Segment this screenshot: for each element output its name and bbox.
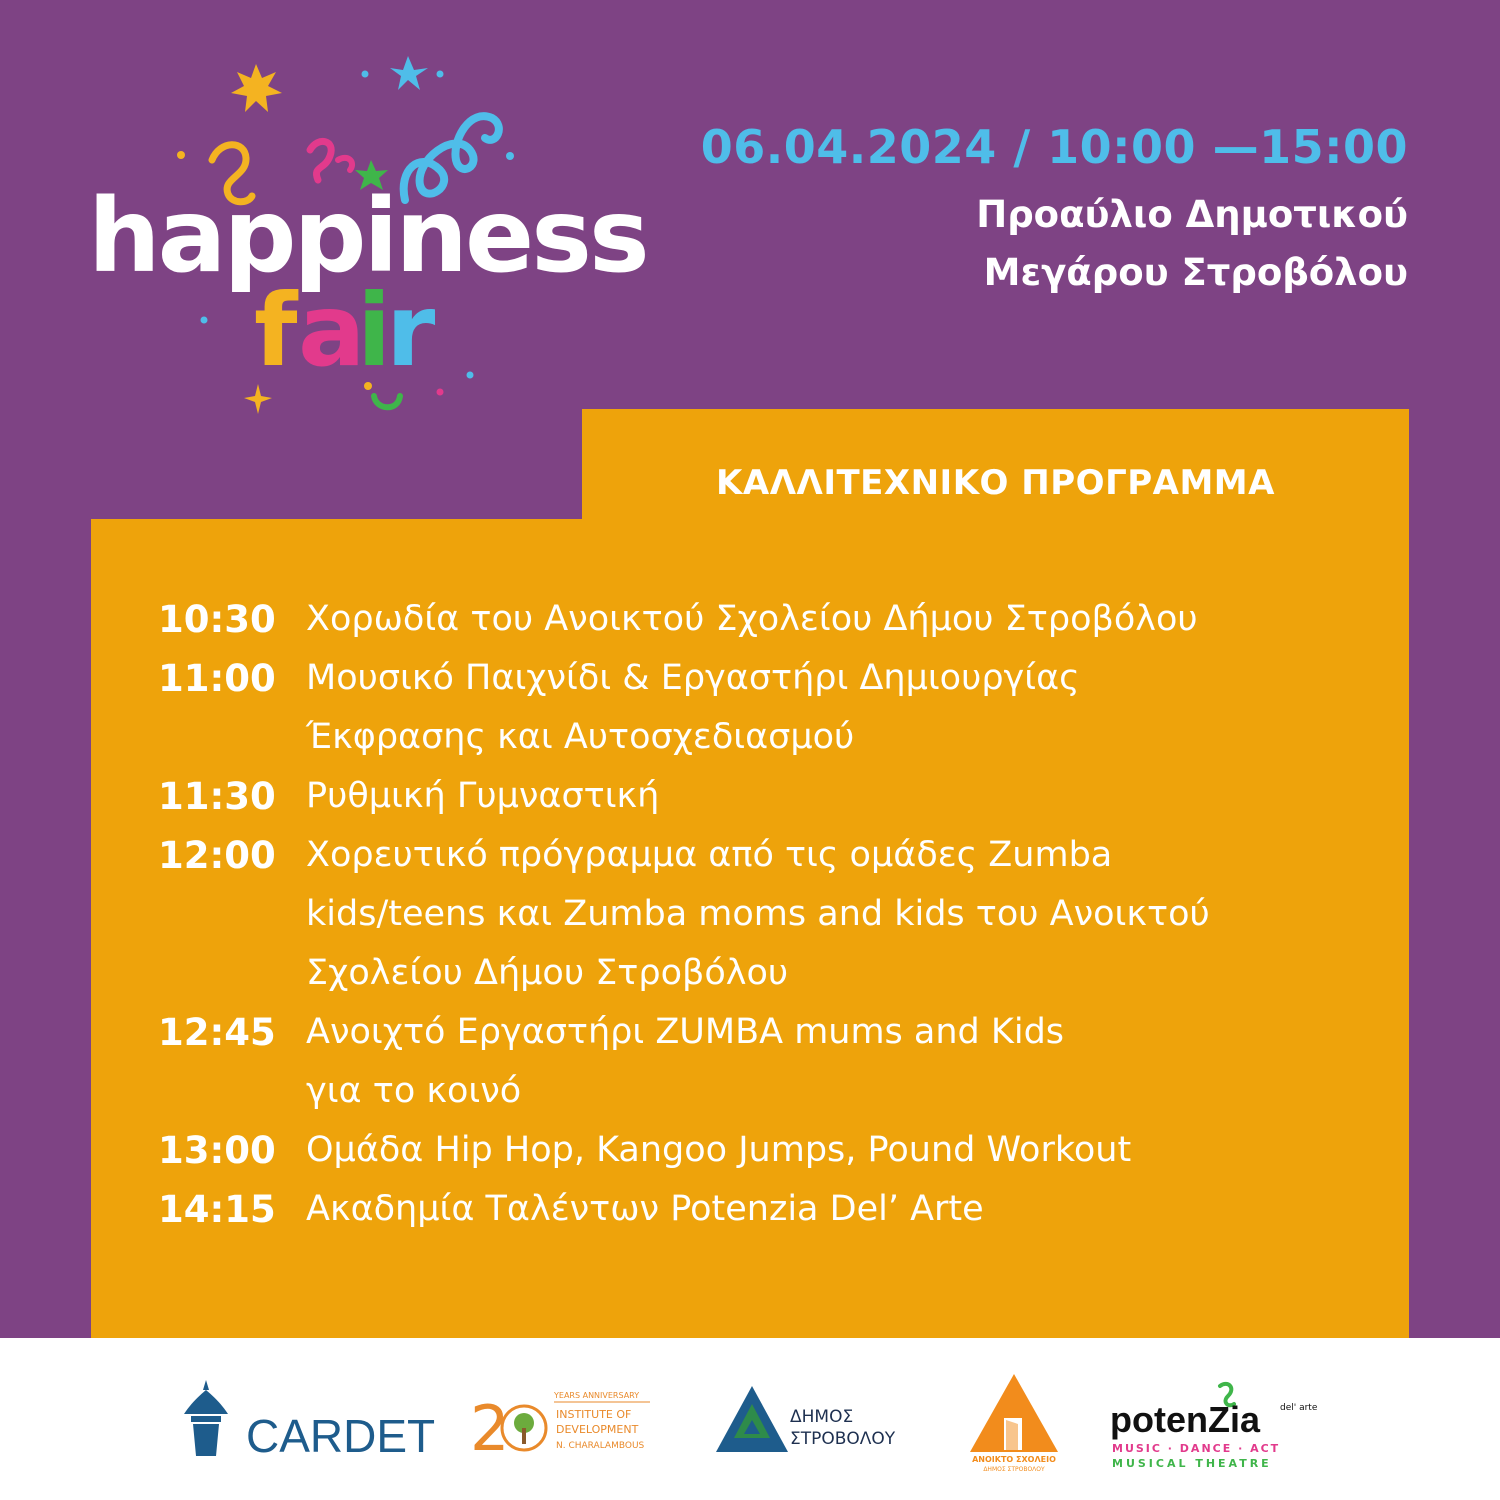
schedule-time: 10:30 [158, 598, 276, 641]
schedule-line: Χορευτικό πρόγραμμα από τις ομάδες Zumba [306, 835, 1113, 875]
dimos-line-1: ΔΗΜΟΣ [790, 1407, 854, 1427]
schedule-line: Ακαδημία Ταλέντων Potenzia Del’ Arte [306, 1189, 984, 1229]
dimos-line-2: ΣΤΡΟΒΟΛΟΥ [790, 1429, 896, 1449]
schedule-time: 12:00 [158, 834, 276, 877]
schedule-line: Ρυθμική Γυμναστική [306, 776, 660, 816]
potenzia-tagline-2: MUSICAL THEATRE [1112, 1457, 1272, 1470]
schedule-row [158, 826, 1398, 1003]
institute-of-development-logo [470, 1388, 655, 1465]
schedule-row [158, 1180, 1398, 1239]
anoikto-line-1: ΑΝΟΙΚΤΟ ΣΧΟΛΕΙΟ [972, 1455, 1056, 1464]
logo-word-fair [254, 272, 436, 389]
schedule-time: 11:30 [158, 775, 276, 818]
anoikto-scholeio-logo [968, 1374, 1060, 1472]
svg-text:2: 2 [470, 1392, 510, 1465]
schedule-line: kids/teens και Zumba moms and kids του Ανοικτού [306, 894, 1210, 934]
schedule-description [306, 590, 1398, 649]
institute-years: YEARS ANNIVERSARY [554, 1391, 640, 1400]
schedule-row [158, 1121, 1398, 1180]
schedule-row [158, 649, 1398, 767]
triangle-emblem-icon [716, 1386, 788, 1452]
institute-line-2: DEVELOPMENT [556, 1423, 639, 1436]
anniversary-20-icon [470, 1392, 546, 1465]
schedule-description [306, 826, 1398, 1003]
institute-line-3: N. CHARALAMBOUS [556, 1441, 645, 1451]
schedule-line: για το κοινό [306, 1071, 522, 1111]
schedule-line: Χορωδία του Ανοικτού Σχολείου Δήμου Στροβόλου [306, 599, 1198, 639]
schedule-description [306, 649, 1398, 767]
dimos-strovolou-logo [716, 1386, 911, 1458]
anoikto-line-2: ΔΗΜΟΣ ΣΤΡΟΒΟΛΟΥ [983, 1466, 1045, 1473]
schedule-row [158, 1003, 1398, 1121]
logo-letter-f: f [254, 272, 298, 389]
institute-line-1: INSTITUTE OF [556, 1408, 632, 1421]
schedule-time: 13:00 [158, 1129, 276, 1172]
logo-letter-r: r [386, 272, 436, 389]
potenzia-name: potenZia [1110, 1399, 1260, 1440]
schedule-row [158, 590, 1398, 649]
event-date-time: 06.04.2024 / 10:00 —15:00 [700, 120, 1408, 174]
schedule-line: Σχολείου Δήμου Στροβόλου [306, 953, 789, 993]
logo-word-happiness: happiness [88, 177, 647, 296]
schedule-description [306, 1003, 1398, 1121]
schedule-list [158, 590, 1398, 1239]
venue-line-1: Προαύλιο Δημοτικού [976, 193, 1408, 236]
cardet-logo [180, 1380, 436, 1462]
schedule-line: Έκφρασης και Αυτοσχεδιασμού [306, 717, 855, 757]
schedule-time: 12:45 [158, 1011, 276, 1054]
cardet-tower-icon [184, 1380, 228, 1456]
schedule-description [306, 1180, 1398, 1239]
logo-letter-i: i [357, 272, 392, 389]
schedule-line: Μουσικό Παιχνίδι & Εργαστήρι Δημιουργίας [306, 658, 1080, 698]
schedule-description [306, 767, 1398, 826]
cardet-name: CARDET [246, 1410, 436, 1462]
logo-letter-a: a [298, 272, 366, 389]
venue-line-2: Μεγάρου Στροβόλου [983, 251, 1408, 294]
schedule-line: Ομάδα Hip Hop, Kangoo Jumps, Pound Workout [306, 1130, 1132, 1170]
schedule-row [158, 767, 1398, 826]
schedule-time: 11:00 [158, 657, 276, 700]
schedule-description [306, 1121, 1398, 1180]
happiness-fair-logo [0, 0, 647, 430]
schedule-time: 14:15 [158, 1188, 276, 1231]
potenzia-del-arte-logo [1110, 1380, 1318, 1470]
schedule-line: Ανοιχτό Εργαστήρι ZUMBA mums and Kids [306, 1012, 1065, 1052]
potenzia-tagline-1: MUSIC · DANCE · ACT [1112, 1442, 1281, 1455]
program-title: ΚΑΛΛΙΤΕΧΝΙΚΟ ΠΡΟΓΡΑΜΜΑ [716, 463, 1275, 503]
potenzia-superscript: del' arte [1280, 1403, 1318, 1413]
sponsor-footer [0, 1338, 1500, 1500]
event-venue [976, 186, 1408, 302]
open-door-icon [970, 1374, 1058, 1452]
